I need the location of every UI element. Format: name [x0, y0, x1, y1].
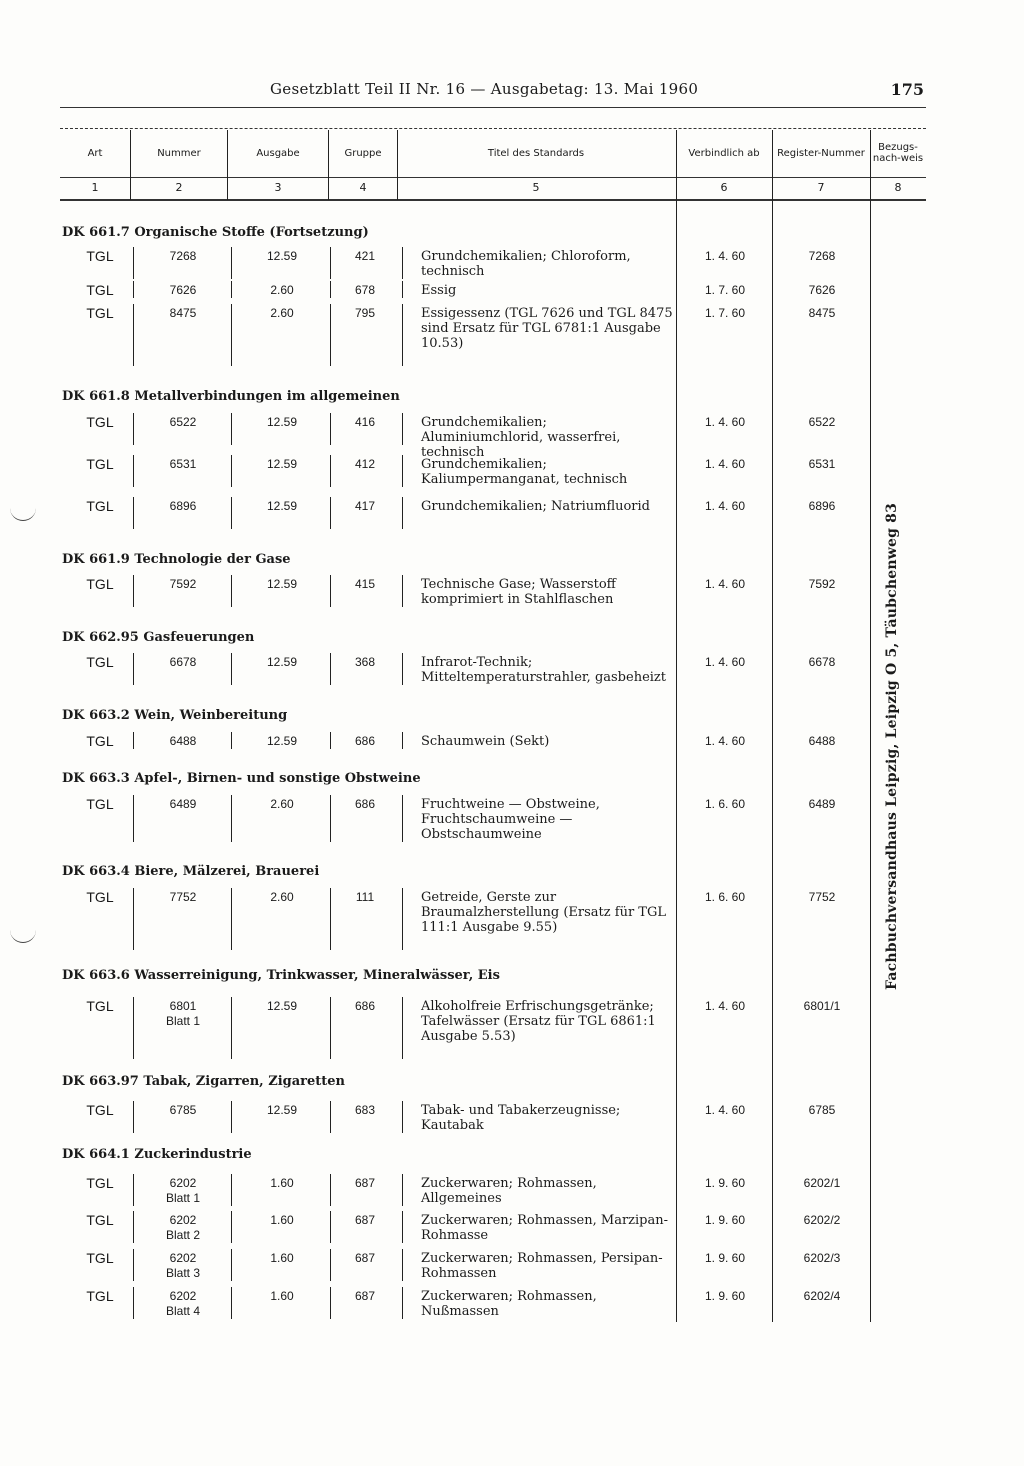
cell-titel: Essig	[421, 283, 457, 298]
col-number-7: 7	[817, 181, 825, 194]
row-separator	[402, 413, 403, 445]
row-separator	[330, 1174, 331, 1206]
cell-gruppe: 683	[354, 1103, 376, 1117]
cell-gruppe: 415	[354, 577, 376, 591]
section-heading: DK 663.6 Wasserreinigung, Trinkwasser, Mineralwässer, Eis	[62, 968, 500, 983]
cell-verbindlich: 1. 4. 60	[704, 1103, 746, 1117]
cell-register: 6202/4	[803, 1289, 841, 1303]
row-separator	[133, 575, 134, 607]
cell-register: 6202/3	[803, 1251, 841, 1265]
cell-gruppe: 687	[354, 1289, 376, 1303]
row-separator	[330, 653, 331, 685]
column-rule	[397, 130, 398, 200]
column-rule	[130, 130, 131, 200]
cell-register: 6488	[808, 734, 836, 748]
cell-ausgabe: 1.60	[270, 1213, 294, 1227]
cell-titel: Grundchemikalien; Aluminiumchlorid, wasserfrei, technisch	[421, 415, 621, 460]
cell-ausgabe: 12.59	[266, 734, 298, 748]
row-separator	[402, 1211, 403, 1243]
column-rule	[772, 130, 773, 1322]
cell-nummer: 7626	[169, 283, 197, 297]
cell-ausgabe: 2.60	[270, 283, 294, 297]
cell-register: 6801/1	[803, 999, 841, 1013]
col-header-nummer: Nummer	[157, 147, 201, 159]
page-header	[60, 80, 926, 104]
row-separator	[330, 997, 331, 1059]
cell-verbindlich: 1. 9. 60	[704, 1213, 746, 1227]
col-number-8: 8	[894, 181, 902, 194]
row-separator	[330, 413, 331, 445]
header-divider	[60, 177, 926, 178]
row-separator	[231, 1249, 232, 1281]
row-separator	[402, 1249, 403, 1281]
cell-art: TGL	[86, 654, 114, 670]
cell-nummer: 6896	[169, 499, 197, 513]
row-separator	[330, 304, 331, 366]
cell-art: TGL	[86, 1288, 114, 1304]
row-separator	[330, 1211, 331, 1243]
page-number: 175	[890, 80, 924, 99]
cell-nummer: 6202 Blatt 1	[165, 1176, 201, 1205]
table-top-rule	[60, 128, 926, 129]
cell-gruppe: 421	[354, 249, 376, 263]
cell-titel: Grundchemikalien; Kaliumpermanganat, technisch	[421, 457, 628, 487]
cell-gruppe: 687	[354, 1176, 376, 1190]
cell-verbindlich: 1. 7. 60	[704, 306, 746, 320]
row-separator	[133, 653, 134, 685]
cell-ausgabe: 12.59	[266, 655, 298, 669]
row-separator	[231, 247, 232, 279]
cell-verbindlich: 1. 9. 60	[704, 1176, 746, 1190]
cell-titel: Tabak- und Tabakerzeugnisse; Kautabak	[421, 1103, 621, 1133]
section-heading: DK 661.8 Metallverbindungen im allgemeinen	[62, 389, 400, 404]
cell-verbindlich: 1. 4. 60	[704, 734, 746, 748]
cell-verbindlich: 1. 4. 60	[704, 999, 746, 1013]
row-separator	[133, 413, 134, 445]
column-rule	[676, 130, 677, 1322]
cell-register: 6678	[808, 655, 836, 669]
cell-titel: Infrarot-Technik; Mitteltemperaturstrahler, gasbeheizt	[421, 655, 666, 685]
row-separator	[231, 732, 232, 749]
cell-nummer: 6202 Blatt 4	[165, 1289, 201, 1318]
cell-titel: Zuckerwaren; Rohmassen, Nußmassen	[421, 1289, 597, 1319]
row-separator	[133, 1287, 134, 1319]
col-header-verbindlich: Verbindlich ab	[688, 147, 760, 159]
cell-ausgabe: 2.60	[270, 306, 294, 320]
col-number-5: 5	[532, 181, 540, 194]
cell-gruppe: 795	[354, 306, 376, 320]
cell-nummer: 6531	[169, 457, 197, 471]
col-header-register: Register-Nummer	[777, 147, 865, 159]
row-separator	[231, 1101, 232, 1133]
row-separator	[231, 304, 232, 366]
row-separator	[133, 1211, 134, 1243]
cell-nummer: 7268	[169, 249, 197, 263]
cell-art: TGL	[86, 248, 114, 264]
row-separator	[402, 1287, 403, 1319]
cell-titel: Alkoholfreie Erfrischungsgetränke; Tafelwässer (Ersatz für TGL 6861:1 Ausgabe 5.53)	[421, 999, 656, 1044]
row-separator	[330, 888, 331, 950]
section-heading: DK 662.95 Gasfeuerungen	[62, 630, 255, 645]
row-separator	[231, 575, 232, 607]
cell-ausgabe: 1.60	[270, 1251, 294, 1265]
cell-ausgabe: 12.59	[266, 1103, 298, 1117]
col-number-4: 4	[359, 181, 367, 194]
cell-nummer: 6202 Blatt 2	[165, 1213, 201, 1242]
section-heading: DK 663.2 Wein, Weinbereitung	[62, 708, 288, 723]
row-separator	[402, 281, 403, 298]
cell-verbindlich: 1. 4. 60	[704, 499, 746, 513]
cell-art: TGL	[86, 282, 114, 298]
cell-register: 6202/1	[803, 1176, 841, 1190]
cell-art: TGL	[86, 1250, 114, 1266]
column-rule	[870, 130, 871, 1322]
col-header-art: Art	[87, 147, 103, 159]
row-separator	[402, 732, 403, 749]
cell-art: TGL	[86, 733, 114, 749]
cell-gruppe: 686	[354, 999, 376, 1013]
cell-art: TGL	[86, 305, 114, 321]
margin-mark	[10, 930, 36, 943]
cell-register: 7592	[808, 577, 836, 591]
cell-gruppe: 368	[354, 655, 376, 669]
section-heading: DK 661.7 Organische Stoffe (Fortsetzung)	[62, 225, 369, 240]
cell-titel: Zuckerwaren; Rohmassen, Marzipan-Rohmasse	[421, 1213, 668, 1243]
col-number-2: 2	[175, 181, 183, 194]
cell-register: 6785	[808, 1103, 836, 1117]
cell-titel: Zuckerwaren; Rohmassen, Persipan-Rohmassen	[421, 1251, 663, 1281]
row-separator	[231, 455, 232, 487]
cell-titel: Zuckerwaren; Rohmassen, Allgemeines	[421, 1176, 597, 1206]
cell-register: 6522	[808, 415, 836, 429]
row-separator	[133, 247, 134, 279]
cell-art: TGL	[86, 414, 114, 430]
row-separator	[330, 247, 331, 279]
cell-nummer: 6489	[169, 797, 197, 811]
row-separator	[402, 1101, 403, 1133]
cell-art: TGL	[86, 889, 114, 905]
sidebar-imprint: Fachbuchversandhaus Leipzig, Leipzig O 5, Täubchenweg 83	[884, 502, 900, 990]
row-separator	[330, 281, 331, 298]
cell-verbindlich: 1. 6. 60	[704, 797, 746, 811]
cell-register: 6489	[808, 797, 836, 811]
cell-register: 7268	[808, 249, 836, 263]
row-separator	[402, 653, 403, 685]
cell-nummer: 6488	[169, 734, 197, 748]
cell-register: 6531	[808, 457, 836, 471]
cell-ausgabe: 1.60	[270, 1289, 294, 1303]
cell-verbindlich: 1. 4. 60	[704, 457, 746, 471]
cell-nummer: 6522	[169, 415, 197, 429]
cell-nummer: 7592	[169, 577, 197, 591]
cell-art: TGL	[86, 1175, 114, 1191]
cell-gruppe: 686	[354, 734, 376, 748]
cell-verbindlich: 1. 7. 60	[704, 283, 746, 297]
row-separator	[133, 281, 134, 298]
cell-register: 8475	[808, 306, 836, 320]
cell-ausgabe: 2.60	[270, 797, 294, 811]
row-separator	[402, 247, 403, 279]
row-separator	[231, 281, 232, 298]
cell-verbindlich: 1. 4. 60	[704, 655, 746, 669]
row-separator	[402, 795, 403, 842]
cell-gruppe: 687	[354, 1213, 376, 1227]
cell-art: TGL	[86, 1102, 114, 1118]
row-separator	[402, 575, 403, 607]
cell-nummer: 6202 Blatt 3	[165, 1251, 201, 1280]
cell-register: 7626	[808, 283, 836, 297]
row-separator	[231, 413, 232, 445]
col-header-titel: Titel des Standards	[487, 147, 585, 159]
cell-nummer: 6785	[169, 1103, 197, 1117]
row-separator	[330, 497, 331, 529]
column-numbers-rule	[60, 199, 926, 201]
cell-ausgabe: 12.59	[266, 499, 298, 513]
row-separator	[133, 1249, 134, 1281]
cell-ausgabe: 12.59	[266, 415, 298, 429]
cell-nummer: 6801 Blatt 1	[165, 999, 201, 1028]
cell-gruppe: 678	[354, 283, 376, 297]
row-separator	[330, 455, 331, 487]
row-separator	[330, 1101, 331, 1133]
cell-ausgabe: 12.59	[266, 577, 298, 591]
row-separator	[133, 888, 134, 950]
row-separator	[231, 1174, 232, 1206]
cell-register: 6202/2	[803, 1213, 841, 1227]
row-separator	[231, 1211, 232, 1243]
col-number-6: 6	[720, 181, 728, 194]
section-heading: DK 663.3 Apfel-, Birnen- und sonstige Obstweine	[62, 771, 421, 786]
page-title: Gesetzblatt Teil II Nr. 16 — Ausgabetag: 13. Mai 1960	[270, 80, 699, 98]
col-number-1: 1	[91, 181, 99, 194]
cell-art: TGL	[86, 456, 114, 472]
margin-mark	[10, 508, 36, 521]
row-separator	[231, 497, 232, 529]
cell-gruppe: 686	[354, 797, 376, 811]
cell-ausgabe: 2.60	[270, 890, 294, 904]
cell-art: TGL	[86, 796, 114, 812]
cell-titel: Technische Gase; Wasserstoff komprimiert in Stahlflaschen	[421, 577, 616, 607]
row-separator	[402, 1174, 403, 1206]
cell-verbindlich: 1. 4. 60	[704, 415, 746, 429]
cell-register: 6896	[808, 499, 836, 513]
cell-titel: Grundchemikalien; Natriumfluorid	[421, 499, 651, 514]
row-separator	[133, 1174, 134, 1206]
col-number-3: 3	[274, 181, 282, 194]
cell-art: TGL	[86, 1212, 114, 1228]
col-header-ausgabe: Ausgabe	[256, 147, 300, 159]
cell-ausgabe: 12.59	[266, 999, 298, 1013]
row-separator	[402, 497, 403, 529]
cell-titel: Essigessenz (TGL 7626 und TGL 8475 sind Ersatz für TGL 6781:1 Ausgabe 10.53)	[421, 306, 673, 351]
row-separator	[330, 795, 331, 842]
cell-art: TGL	[86, 998, 114, 1014]
cell-gruppe: 111	[355, 890, 375, 904]
cell-nummer: 6678	[169, 655, 197, 669]
cell-verbindlich: 1. 6. 60	[704, 890, 746, 904]
cell-titel: Grundchemikalien; Chloroform, technisch	[421, 249, 631, 279]
cell-titel: Getreide, Gerste zur Braumalzherstellung (Ersatz für TGL 111:1 Ausgabe 9.55)	[421, 890, 666, 935]
section-heading: DK 661.9 Technologie der Gase	[62, 552, 291, 567]
row-separator	[402, 304, 403, 366]
row-separator	[231, 888, 232, 950]
row-separator	[133, 795, 134, 842]
cell-verbindlich: 1. 4. 60	[704, 577, 746, 591]
col-header-bezug: Bezugs-nach-weis	[872, 142, 924, 164]
section-heading: DK 664.1 Zuckerindustrie	[62, 1147, 252, 1162]
cell-art: TGL	[86, 498, 114, 514]
section-heading: DK 663.4 Biere, Mälzerei, Brauerei	[62, 864, 320, 879]
cell-gruppe: 687	[354, 1251, 376, 1265]
cell-verbindlich: 1. 4. 60	[704, 249, 746, 263]
row-separator	[133, 497, 134, 529]
row-separator	[231, 997, 232, 1059]
row-separator	[402, 455, 403, 487]
cell-ausgabe: 1.60	[270, 1176, 294, 1190]
cell-ausgabe: 12.59	[266, 457, 298, 471]
cell-gruppe: 417	[354, 499, 376, 513]
row-separator	[133, 732, 134, 749]
row-separator	[133, 1101, 134, 1133]
row-separator	[231, 795, 232, 842]
cell-art: TGL	[86, 576, 114, 592]
row-separator	[402, 888, 403, 950]
cell-verbindlich: 1. 9. 60	[704, 1289, 746, 1303]
row-separator	[330, 575, 331, 607]
cell-gruppe: 412	[354, 457, 376, 471]
cell-titel: Schaumwein (Sekt)	[421, 734, 550, 749]
row-separator	[330, 732, 331, 749]
row-separator	[330, 1249, 331, 1281]
row-separator	[133, 304, 134, 366]
cell-nummer: 7752	[169, 890, 197, 904]
row-separator	[231, 653, 232, 685]
cell-gruppe: 416	[354, 415, 376, 429]
row-separator	[402, 997, 403, 1059]
row-separator	[133, 455, 134, 487]
col-header-gruppe: Gruppe	[344, 147, 382, 159]
column-rule	[328, 130, 329, 200]
cell-register: 7752	[808, 890, 836, 904]
cell-ausgabe: 12.59	[266, 249, 298, 263]
row-separator	[133, 997, 134, 1059]
cell-verbindlich: 1. 9. 60	[704, 1251, 746, 1265]
row-separator	[330, 1287, 331, 1319]
header-rule	[60, 107, 926, 108]
cell-titel: Fruchtweine — Obstweine, Fruchtschaumweine — Obstschaumweine	[421, 797, 600, 842]
column-rule	[227, 130, 228, 200]
cell-nummer: 8475	[169, 306, 197, 320]
row-separator	[231, 1287, 232, 1319]
section-heading: DK 663.97 Tabak, Zigarren, Zigaretten	[62, 1074, 346, 1089]
